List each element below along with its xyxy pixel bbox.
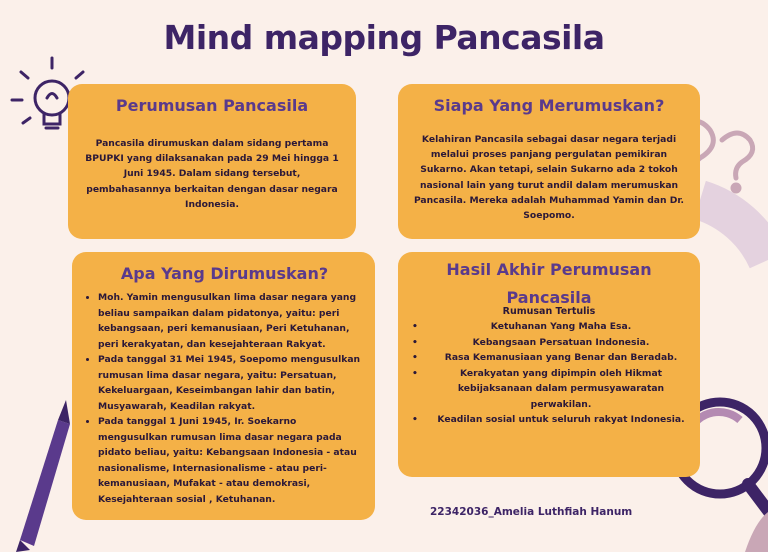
card-body-perumusan: Pancasila dirumuskan dalam sidang pertama BPUPKI yang dilaksanakan pada 29 Mei hingga 1 Juni 1945. Dalam sidang tersebut, pembahasannya berkaitan dengan dasar negara Indonesia. bbox=[85, 138, 339, 210]
author-credit: 22342036_Amelia Luthfiah Hanum bbox=[430, 506, 633, 518]
card-perumusan bbox=[68, 84, 356, 239]
list-item: • Moh. Yamin mengusulkan lima dasar negara yang beliau sampaikan dalam pidatonya, yaitu: peri kebangsaan, peri kemanusiaan, Peri Ketuhanan, peri kerakyatan, dan kesejahteraan Rakyat. bbox=[98, 290, 365, 352]
apa-list bbox=[84, 290, 365, 507]
card-heading-perumusan: Perumusan Pancasila bbox=[115, 96, 309, 115]
list-item: • Keadilan sosial untuk seluruh rakyat Indonesia. bbox=[410, 412, 688, 428]
card-siapa bbox=[398, 84, 700, 239]
hasil-list bbox=[410, 319, 688, 428]
card-apa bbox=[72, 252, 375, 520]
list-item: • Kerakyatan yang dipimpin oleh Hikmat kebijaksanaan dalam permusyawaratan perwakilan. bbox=[410, 366, 688, 413]
pen-icon bbox=[16, 400, 70, 552]
card-heading-hasil: Hasil Akhir Perumusan Pancasila bbox=[446, 260, 652, 307]
list-item: • Pada tanggal 1 Juni 1945, Ir. Soekarno mengusulkan rumusan lima dasar negara pada pidato beliau, yaitu: Kebangsaan Indonesia - atau nasionalisme, Internasionalisme - atau peri-kemanusiaan, Mufakat - atau demokrasi, Kesejahteraan sosial , Ketuhanan. bbox=[98, 414, 365, 507]
card-heading-apa: Apa Yang Dirumuskan? bbox=[120, 264, 329, 283]
card-heading-siapa: Siapa Yang Merumuskan? bbox=[433, 96, 665, 115]
list-item: • Pada tanggal 31 Mei 1945, Soepomo mengusulkan rumusan lima dasar negara, yaitu: Persatuan, Kekeluargaan, Keseimbangan lahir dan batin, Musyawarah, Keadilan rakyat. bbox=[98, 352, 365, 414]
arc-decoration bbox=[700, 200, 768, 260]
card-body-siapa: Kelahiran Pancasila sebagai dasar negara terjadi melalui proses panjang pergulatan pemikiran Sukarno. Akan tetapi, selain Sukarno ada 2 tokoh nasional lain yang turut andil dalam merumuskan Pancasila. Mereka adalah Muhammad Yamin dan Dr. Soepomo. bbox=[413, 134, 685, 222]
card-subheading-hasil: Rumusan Tertulis bbox=[502, 306, 596, 317]
list-item: • Rasa Kemanusiaan yang Benar dan Beradab. bbox=[410, 350, 688, 366]
card-hasil bbox=[398, 252, 700, 477]
list-item: • Kebangsaan Persatuan Indonesia. bbox=[410, 335, 688, 351]
corner-decoration bbox=[745, 512, 768, 552]
page-title: Mind mapping Pancasila bbox=[163, 18, 605, 57]
list-item: • Ketuhanan Yang Maha Esa. bbox=[410, 319, 688, 335]
